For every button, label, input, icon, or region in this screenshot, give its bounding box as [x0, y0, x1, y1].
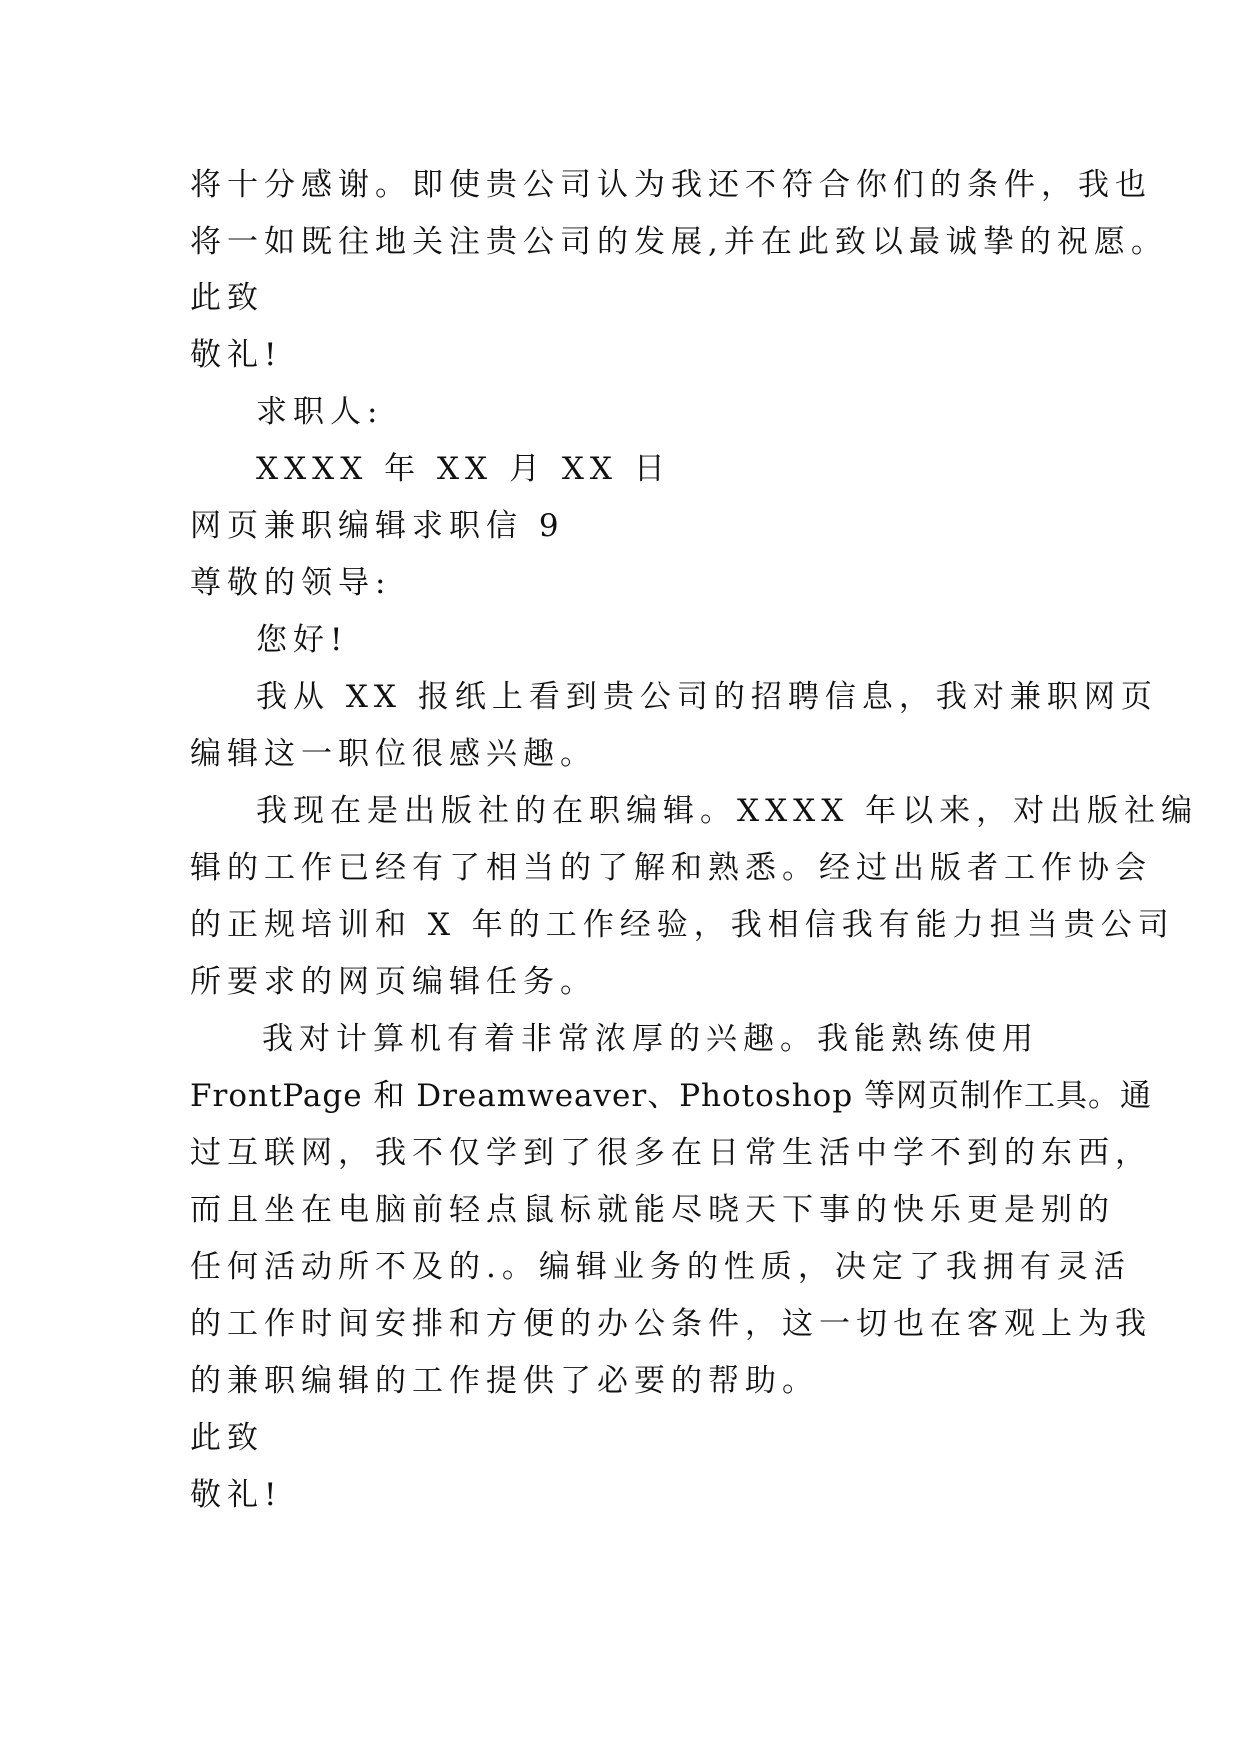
body-text-line: 我从 XX 报纸上看到贵公司的招聘信息，我对兼职网页: [256, 679, 1158, 715]
closing-regards: 敬礼!: [190, 337, 283, 373]
body-text-line: 的工作时间安排和方便的办公条件，这一切也在客观上为我: [190, 1306, 1152, 1342]
letter-hello: 您好!: [256, 622, 349, 658]
body-text-line: 所要求的网页编辑任务。: [190, 964, 597, 1000]
body-text-line: 过互联网，我不仅学到了很多在日常生活中学不到的东西，: [190, 1135, 1152, 1171]
body-text-line: FrontPage 和 Dreamweaver、Photoshop 等网页制作工具。通: [190, 1078, 1153, 1114]
body-text-line: 的正规培训和 X 年的工作经验，我相信我有能力担当贵公司: [190, 907, 1175, 943]
body-text-line: 编辑这一职位很感兴趣。: [190, 736, 597, 772]
body-text-line: 将十分感谢。即使贵公司认为我还不符合你们的条件，我也: [190, 167, 1152, 203]
body-text-line: 我现在是出版社的在职编辑。XXXX 年以来，对出版社编: [256, 793, 1199, 829]
body-text-line: 而且坐在电脑前轻点鼠标就能尽晓天下事的快乐更是别的: [190, 1192, 1115, 1228]
body-text-line: 的兼职编辑的工作提供了必要的帮助。: [190, 1363, 819, 1399]
letter-greeting: 尊敬的领导:: [190, 565, 392, 601]
closing-salutation: 此致: [190, 1420, 264, 1456]
letter-date: XXXX 年 XX 月 XX 日: [256, 451, 671, 487]
letter-title: 网页兼职编辑求职信 9: [190, 508, 565, 544]
body-text-line: 辑的工作已经有了相当的了解和熟悉。经过出版者工作协会: [190, 850, 1152, 886]
applicant-signature-label: 求职人:: [256, 394, 384, 430]
body-text-line: 将一如既往地关注贵公司的发展,并在此致以最诚挚的祝愿。: [190, 224, 1168, 260]
body-text-line: 我对计算机有着非常浓厚的兴趣。我能熟练使用: [262, 1021, 1039, 1057]
body-text-line: 任何活动所不及的.。编辑业务的性质，决定了我拥有灵活: [190, 1249, 1131, 1285]
closing-salutation: 此致: [190, 280, 264, 316]
closing-regards: 敬礼!: [190, 1477, 283, 1513]
